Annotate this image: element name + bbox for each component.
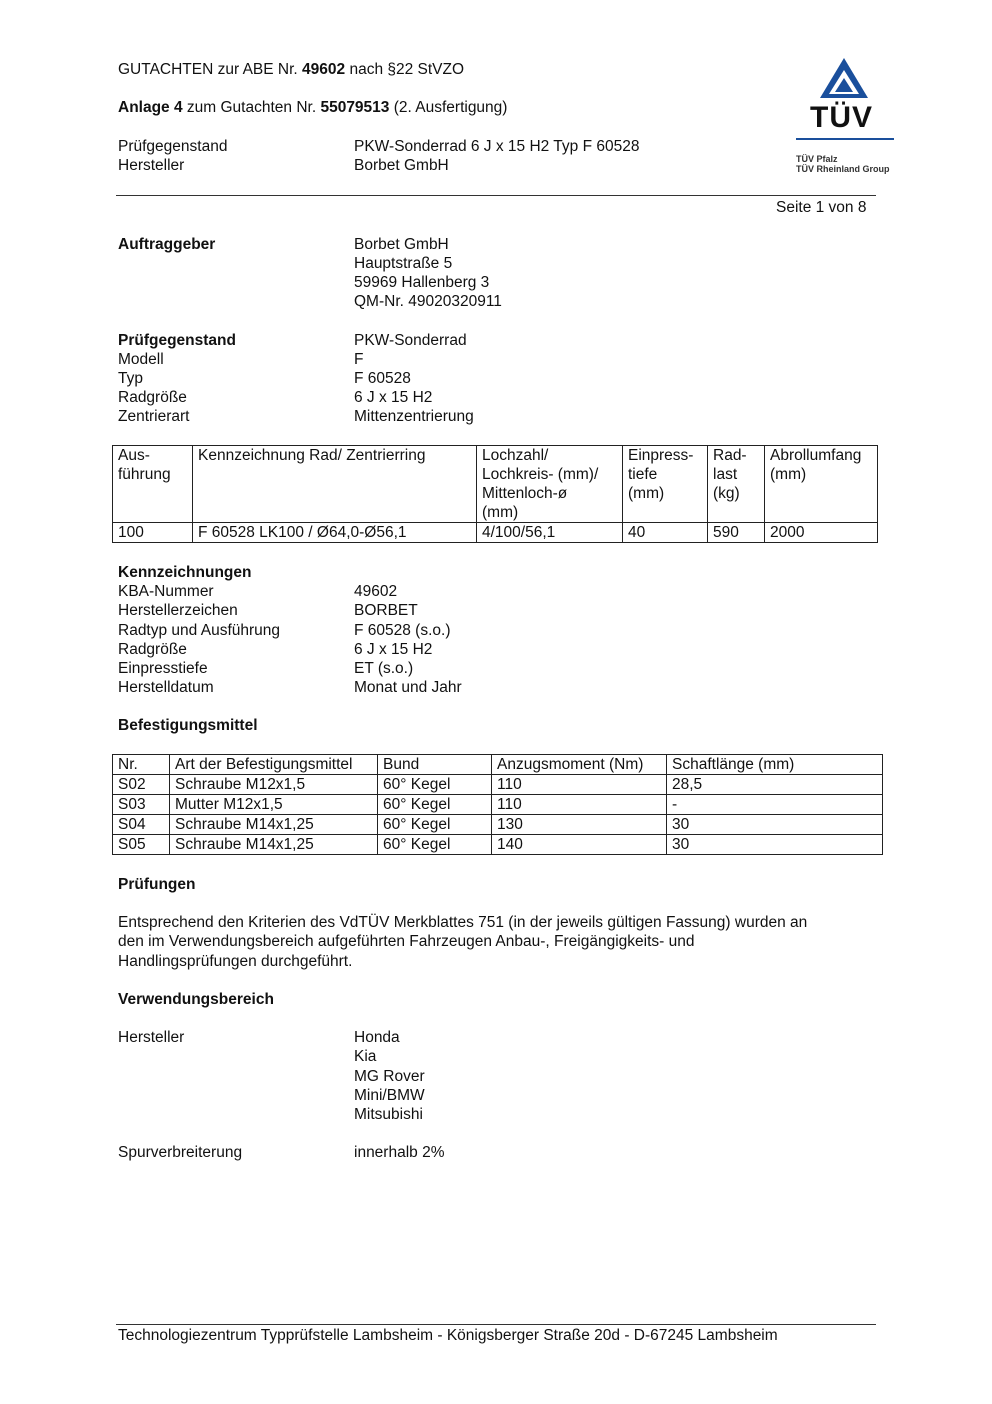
pruefungen-text: Entsprechend den Kriterien des VdTÜV Merkblattes 751 (in der jeweils gültigen Fassung) wurden an [118,914,808,931]
table-header-cell: Bund [378,755,492,775]
abe-number: 49602 [302,61,346,78]
spur-label: Spurverbreiterung [118,1144,243,1161]
auftraggeber-line: Borbet GmbH [354,236,449,253]
table-header-row [113,446,878,523]
pruefungen-text: den im Verwendungsbereich aufgeführten Fahrzeugen Anbau-, Freigängigkeits- und [118,933,695,950]
header-pg-label: Prüfgegenstand [118,138,228,155]
table-cell: 590 [708,523,765,543]
table-cell: S05 [113,835,170,855]
header-line-2: Anlage 4 zum Gutachten Nr. 55079513 (2. Ausfertigung) [118,99,508,116]
kz-row-value: 49602 [354,583,398,600]
table-cell: 30 [667,835,883,855]
kz-row-value: ET (s.o.) [354,660,414,677]
pruefgegenstand-value: PKW-Sonderrad [354,332,467,349]
header-pg-value: PKW-Sonderrad 6 J x 15 H2 Typ F 60528 [354,138,640,155]
table-header-cell: Einpress- tiefe (mm) [623,446,708,523]
wheel-spec-table [112,445,878,543]
table-cell: - [667,795,883,815]
kz-row-value: BORBET [354,602,418,619]
pg-row-value: 6 J x 15 H2 [354,389,433,406]
table-cell: 4/100/56,1 [477,523,623,543]
verwendung-hersteller-label: Hersteller [118,1029,185,1046]
header-hs-label: Hersteller [118,157,185,174]
kz-row-value: Monat und Jahr [354,679,462,696]
kennzeichnungen-title: Kennzeichnungen [118,564,252,581]
header-line-1: GUTACHTEN zur ABE Nr. 49602 nach §22 StVZO [118,61,465,78]
befestigung-title: Befestigungsmittel [118,717,258,734]
logo-word: TÜV [810,101,873,134]
table-row [113,523,878,543]
table-cell: 110 [492,795,667,815]
table-row [113,835,883,855]
pg-row-label: Typ [118,370,143,387]
page-number: Seite 1 von 8 [776,199,867,216]
table-cell: S04 [113,815,170,835]
pruefgegenstand-title: Prüfgegenstand [118,332,236,349]
verwendung-title: Verwendungsbereich [118,991,274,1008]
table-cell: 30 [667,815,883,835]
kz-row-label: Herstellerzeichen [118,602,238,619]
hersteller-item: Mini/BMW [354,1087,425,1104]
hersteller-item: Honda [354,1029,400,1046]
table-cell: 60° Kegel [378,815,492,835]
table-header-row [113,755,883,775]
kz-row-label: Herstelldatum [118,679,214,696]
table-row [113,795,883,815]
logo-line-2: TÜV Rheinland Group [796,164,890,174]
table-cell: Mutter M12x1,5 [170,795,378,815]
pg-row-value: F [354,351,364,368]
table-header-cell: Art der Befestigungsmittel [170,755,378,775]
footer-text: Technologiezentrum Typprüfstelle Lambsheim - Königsberger Straße 20d - D-67245 Lambsheim [118,1327,778,1344]
auftraggeber-line: Hauptstraße 5 [354,255,453,272]
table-cell: 100 [113,523,193,543]
table-header-cell: Kennzeichnung Rad/ Zentrierring [193,446,477,523]
kz-row-label: Radgröße [118,641,187,658]
table-header-cell: Abrollumfang (mm) [765,446,878,523]
auftraggeber-line: 59969 Hallenberg 3 [354,274,490,291]
table-cell: 2000 [765,523,878,543]
pg-row-label: Radgröße [118,389,187,406]
table-header-cell: Schaftlänge (mm) [667,755,883,775]
logo-line-1: TÜV Pfalz [796,154,838,164]
table-header-cell: Anzugsmoment (Nm) [492,755,667,775]
table-cell: 140 [492,835,667,855]
hersteller-item: Mitsubishi [354,1106,423,1123]
pg-row-value: Mittenzentrierung [354,408,474,425]
footer-divider [116,1324,876,1325]
pruefungen-text: Handlingsprüfungen durchgeführt. [118,953,353,970]
tuev-logo [796,56,896,178]
pg-row-value: F 60528 [354,370,411,387]
table-cell: F 60528 LK100 / Ø64,0-Ø56,1 [193,523,477,543]
table-cell: S02 [113,775,170,795]
kz-row-label: KBA-Nummer [118,583,214,600]
kz-row-label: Radtyp und Ausführung [118,622,281,639]
auftraggeber-label: Auftraggeber [118,236,216,253]
table-cell: 60° Kegel [378,795,492,815]
table-cell: S03 [113,795,170,815]
table-cell: Schraube M14x1,25 [170,835,378,855]
gutachten-number: 55079513 [320,99,390,116]
table-cell: Schraube M12x1,5 [170,775,378,795]
hersteller-item: MG Rover [354,1068,425,1085]
fastener-table [112,754,883,855]
pg-row-label: Zentrierart [118,408,190,425]
auftraggeber-line: QM-Nr. 49020320911 [354,293,502,310]
table-cell: 130 [492,815,667,835]
pg-row-label: Modell [118,351,164,368]
header-hs-value: Borbet GmbH [354,157,449,174]
table-cell: 60° Kegel [378,835,492,855]
table-row [113,775,883,795]
header-divider [116,195,876,196]
kz-row-value: 6 J x 15 H2 [354,641,433,658]
spur-value: innerhalb 2% [354,1144,445,1161]
table-cell: 40 [623,523,708,543]
hersteller-item: Kia [354,1048,377,1065]
table-cell: 60° Kegel [378,775,492,795]
kz-row-value: F 60528 (s.o.) [354,622,451,639]
table-header-cell: Aus- führung [113,446,193,523]
table-header-cell: Lochzahl/ Lochkreis- (mm)/ Mittenloch-ø (mm) [477,446,623,523]
table-cell: 110 [492,775,667,795]
kz-row-label: Einpresstiefe [118,660,208,677]
table-cell: 28,5 [667,775,883,795]
table-cell: Schraube M14x1,25 [170,815,378,835]
table-header-cell: Rad- last (kg) [708,446,765,523]
table-header-cell: Nr. [113,755,170,775]
table-row [113,815,883,835]
pruefungen-title: Prüfungen [118,876,196,893]
